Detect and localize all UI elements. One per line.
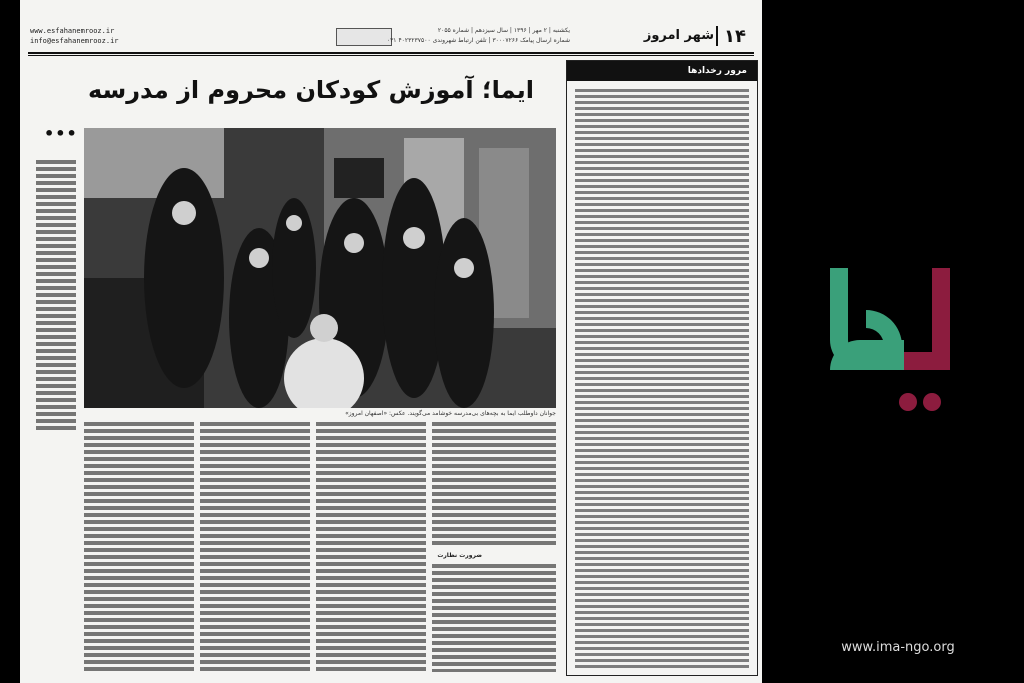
article-headline: ایما؛ آموزش کودکان محروم از مدرسه — [88, 76, 534, 104]
event-photo-illustration — [84, 128, 556, 408]
section-title: شهر امروز — [643, 28, 714, 43]
newspaper-website: www.esfahanemrooz.ir — [30, 27, 115, 35]
ima-website[interactable]: www.ima-ngo.org — [841, 640, 955, 655]
left-column-text — [36, 160, 76, 430]
sidebar-title: مرور رخدادها — [567, 61, 757, 81]
page-number: ۱۴ — [724, 26, 746, 47]
article-column-2 — [200, 422, 310, 672]
header-rule — [28, 52, 754, 54]
events-sidebar — [566, 60, 758, 676]
article-column-1 — [84, 422, 194, 672]
issue-contact: شماره ارسال پیامک ۳۰۰۰۷۲۶۶ | تلفن ارتباط شهروندی ۴۰۲۳۲۳۷۵۰۰ ۰۳۱ — [386, 37, 570, 44]
issue-date: یکشنبه | ۲ مهر | ۱۳۹۶ | سال سیزدهم | شماره ۲۰۵۵ — [437, 27, 570, 34]
article-column-4-top — [432, 422, 556, 546]
article-photo — [84, 128, 556, 408]
newspaper-page — [20, 0, 762, 683]
newspaper-email: info@esfahanemrooz.ir — [30, 37, 119, 45]
photo-caption: جوانان داوطلب ایما به بچه‌های بی‌مدرسه خوشامد می‌گویند. عکس: «اصفهان امروز» — [345, 410, 556, 417]
column-marker-dots: ••• — [44, 124, 78, 143]
sidebar-text — [575, 89, 749, 669]
article-subheading: ضرورت نظارت — [437, 552, 482, 559]
ima-logo — [804, 262, 974, 422]
newspaper-contact — [30, 26, 140, 46]
article-column-4-bottom — [432, 564, 556, 672]
issue-info — [340, 26, 570, 48]
article-column-3 — [316, 422, 426, 672]
header-rule-thin — [28, 55, 754, 56]
section-divider — [716, 26, 718, 46]
